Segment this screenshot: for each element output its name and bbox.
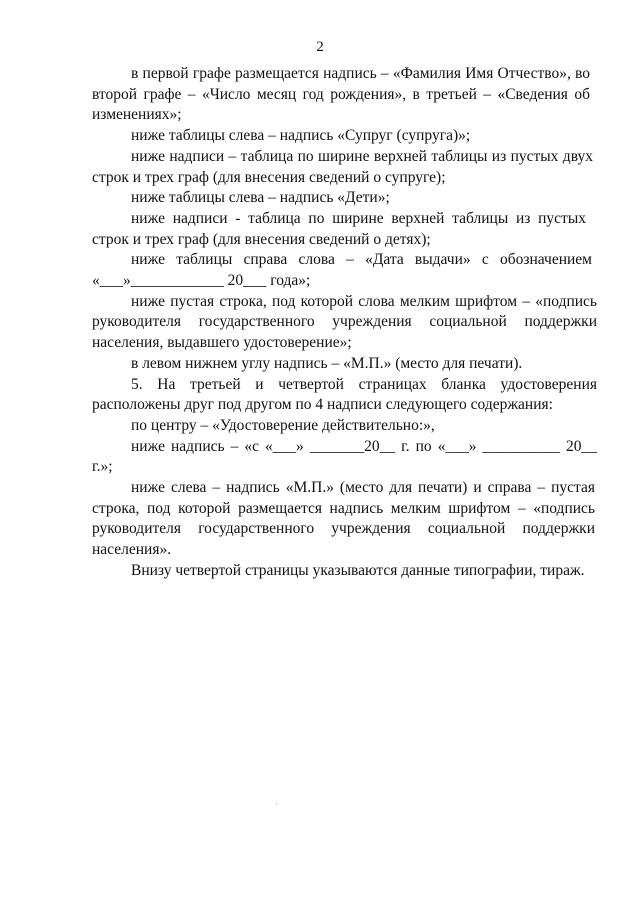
paragraph: ниже надписи - таблица по ширине верхней таблицы из пустых строк и трех граф (для внесения сведений о детях); bbox=[92, 209, 586, 248]
paragraph: ниже таблицы справа слова – «Дата выдачи» с обозначением «___»____________ 20___ года»; bbox=[92, 251, 592, 290]
paragraph: ниже таблицы слева – надпись «Супруг (супруга)»; bbox=[131, 127, 471, 145]
paragraph: в первой графе размещается надпись – «Фамилия Имя Отчество», во второй графе – «Число месяц год рождения», в третьей – «Сведения об изменениях»; bbox=[92, 65, 590, 124]
paragraph: ниже надписи – таблица по ширине верхней таблицы из пустых двух строк и трех граф (для внесения сведений о супруге); bbox=[92, 147, 593, 186]
paragraph: в левом нижнем углу надпись – «М.П.» (место для печати). bbox=[131, 354, 523, 372]
page-number: 2 bbox=[316, 39, 324, 55]
paragraph: по центру – «Удостоверение действительно:», bbox=[131, 416, 435, 434]
paragraph: ниже пустая строка, под которой слова мелким шрифтом – «подпись руководителя государственного учреждения социальной поддержки населения, выдавшего удостоверение»; bbox=[92, 292, 597, 352]
paragraph: Внизу четвертой страницы указываются данные типографии, тираж. bbox=[131, 561, 585, 579]
paragraph: 5. На третьей и четвертой страницах бланка удостоверения расположены друг под другом по 4 надписи следующего содержания: bbox=[92, 375, 597, 414]
scan-artifact-dot bbox=[276, 803, 277, 804]
paragraph: ниже слева – надпись «М.П.» (место для печати) и справа – пустая строка, под которой размещается надпись мелким шрифтом – «подпись руководителя государственного учреждения социальной поддержки населения». bbox=[92, 479, 595, 559]
document-body bbox=[92, 64, 597, 582]
paragraph: ниже таблицы слева – надпись «Дети»; bbox=[131, 189, 390, 207]
paragraph: ниже надпись – «с «___» _______20__ г. по «___» __________ 20__ г.»; bbox=[92, 437, 597, 476]
